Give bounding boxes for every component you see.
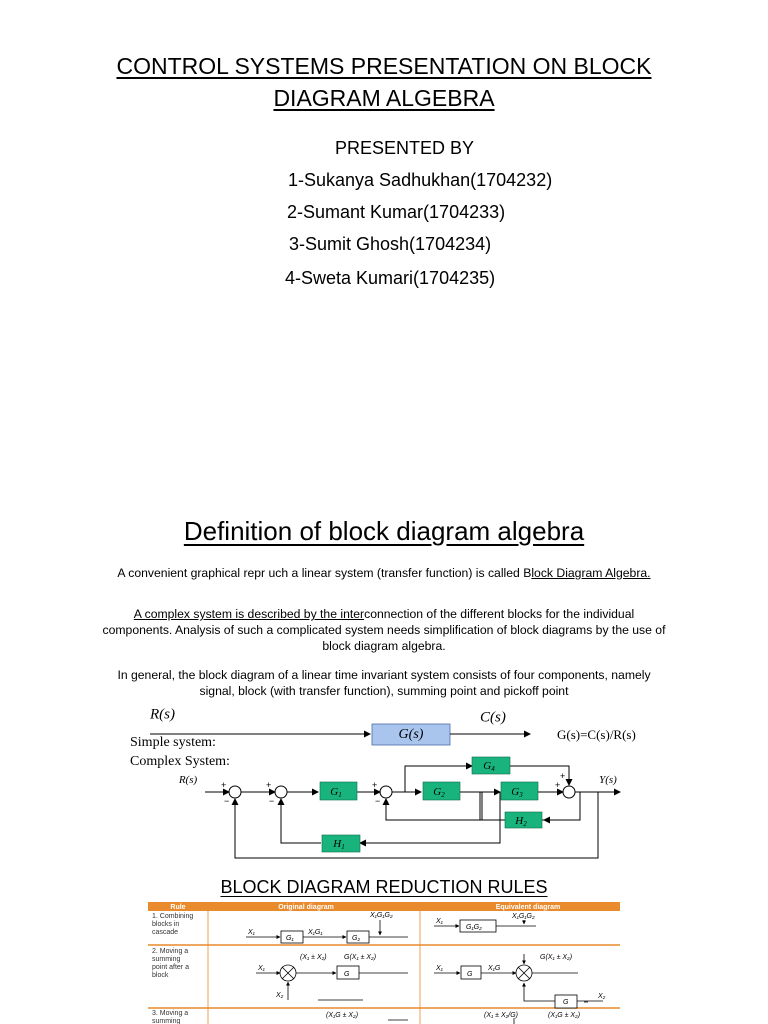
relation-label: G(s)=C(s)/R(s) <box>557 726 636 742</box>
r1-g1: G₁ <box>286 935 294 942</box>
complex-blocks <box>320 757 542 852</box>
g1-label: G1 <box>330 786 342 799</box>
summing-point-4 <box>563 786 575 798</box>
r2e-x2: X₂ <box>598 993 606 1000</box>
summing-point-1 <box>229 786 241 798</box>
header-equivalent: Equivalent diagram <box>495 904 561 911</box>
member-4: 4-Sweta Kumari(1704235) <box>285 268 496 288</box>
rule-2-line-3: point after a <box>152 964 189 971</box>
r2e-x1g: X₁G <box>488 965 501 972</box>
ys-label: Y(s) <box>599 774 617 786</box>
title-line-1: CONTROL SYSTEMS PRESENTATION ON BLOCK <box>116 53 652 79</box>
rule-3-line-2: summing <box>152 1018 181 1024</box>
title-line-2: DIAGRAM ALGEBRA <box>273 85 495 111</box>
rule-3-line-1: 3. Moving a <box>152 1010 189 1017</box>
summing-point-2 <box>275 786 287 798</box>
member-2: 2-Sumant Kumar(1704233) <box>287 202 506 222</box>
rule-1-line-1: 1. Combining <box>152 913 194 920</box>
member-1: 1-Sukanya Sadhukhan(1704232) <box>288 170 553 190</box>
rule-2-line-1: 2. Moving a <box>152 948 189 955</box>
rule-2-line-2: summing <box>152 956 181 963</box>
g2-label: G2 <box>433 786 445 799</box>
r3-label-a: (X₁G ± X₂) <box>326 1012 359 1019</box>
g3-label: G3 <box>511 786 523 799</box>
definition-title: Definition of block diagram algebra <box>183 516 585 546</box>
h2-label: H2 <box>515 815 527 828</box>
rule-2-line-4: block <box>152 972 169 979</box>
r1-x1: X₁ <box>248 929 255 936</box>
r2-x2: X₂ <box>276 992 284 999</box>
rule-1-line-3: cascade <box>152 929 179 936</box>
r3-label-b: (X₁ ± X₂/G) <box>484 1012 518 1019</box>
sign-plus-4: + <box>555 780 561 790</box>
sign-plus-2: + <box>266 780 272 790</box>
r1-g2: G₂ <box>352 935 361 942</box>
rs-small-label: R(s) <box>178 774 198 786</box>
member-3: 3-Sumit Ghosh(1704234) <box>289 234 492 254</box>
r2-x1pm: (X₁ ± X₂) <box>300 954 327 961</box>
cs-label: C(s) <box>480 709 506 726</box>
r2-x1: X₁ <box>258 965 265 972</box>
sign-minus-3: − <box>375 796 381 806</box>
rule-1-line-2: blocks in <box>152 921 180 928</box>
gs-label: G(s) <box>398 727 424 743</box>
paragraph-3: In general, the block diagram of a linear time invariant system consists of four components, namely signal, block (with transfer function), summing point and pickoff point <box>117 668 651 698</box>
r1-x1g1: X₁G₁ <box>308 929 323 936</box>
rs-label: R(s) <box>150 706 175 723</box>
header-rule: Rule <box>170 904 186 911</box>
r2-g: G <box>344 971 350 978</box>
reduction-rules-title: BLOCK DIAGRAM REDUCTION RULES <box>220 877 548 897</box>
sign-plus-3: + <box>372 780 378 790</box>
block-diagram <box>120 706 700 866</box>
paragraph-1-text: A convenient graphical repr uch a linear system (transfer function) is called B <box>117 566 532 580</box>
r2e-g2: G <box>563 999 569 1006</box>
r3-label-c: (X₁G ± X₂) <box>548 1012 581 1019</box>
h1-label: H1 <box>333 838 345 851</box>
sign-plus-5: + <box>560 771 566 781</box>
presentation-title <box>0 50 768 114</box>
r1e-x1: X₁ <box>436 918 443 925</box>
sign-minus-1: − <box>224 796 230 806</box>
r2-gx1pm: G(X₁ ± X₂) <box>344 954 377 961</box>
g4-label: G4 <box>483 760 495 773</box>
complex-system-label: Complex System: <box>130 754 230 770</box>
paragraph-1 <box>100 565 668 581</box>
presented-by-label: PRESENTED BY <box>335 138 475 158</box>
sign-plus-1: + <box>221 780 227 790</box>
paragraph-2-text: connection of the different blocks for the individual components. Analysis of such a complicated system needs simplification of block diagrams by the use of block diagram algebra. <box>102 607 666 653</box>
r1e-x1g1g2: X₁G₁G₂ <box>512 913 535 920</box>
reduction-rules-table <box>148 902 620 1024</box>
paragraph-2-underlined: A complex system is described by the inter <box>133 607 365 621</box>
paragraph-2 <box>100 606 668 654</box>
header-original: Original diagram <box>278 904 334 911</box>
r1-x1g1g2: X₁G₁G₂ <box>370 912 393 919</box>
paragraph-1-underlined: lock Diagram Algebra. <box>531 566 651 580</box>
r2e-x1: X₁ <box>436 965 443 972</box>
simple-system-label: Simple system: <box>130 735 216 751</box>
r2e-gx1pm: G(X₁ ± X₂) <box>540 954 573 961</box>
r2e-g: G <box>467 971 473 978</box>
sign-minus-2: − <box>269 796 275 806</box>
summing-point-3 <box>380 786 392 798</box>
title-slide <box>0 0 768 500</box>
r1e-g1g2: G₁G₂ <box>466 924 482 931</box>
